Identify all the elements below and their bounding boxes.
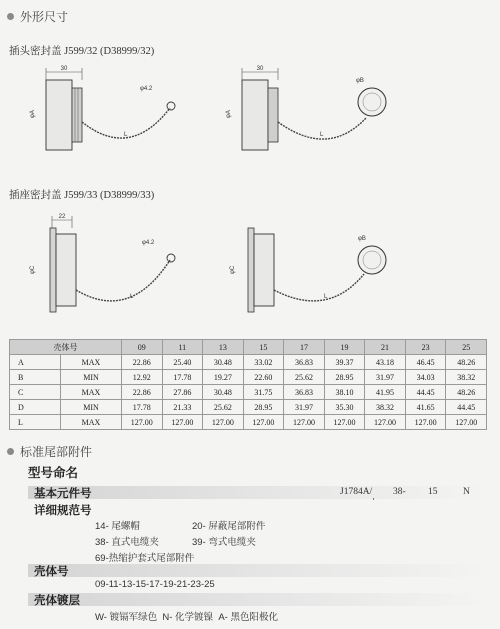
- table-row: [10, 415, 487, 430]
- naming-title: 型号命名: [28, 466, 79, 480]
- table-row: [10, 385, 487, 400]
- column-header: 21: [365, 340, 406, 355]
- table-cell: 31.75: [243, 385, 284, 400]
- table-cell: 127.00: [243, 415, 284, 430]
- table-cell: 35.30: [324, 400, 365, 415]
- phi-c-label: φC: [30, 265, 36, 274]
- table-cell: 33.02: [243, 355, 284, 370]
- bullet-icon: [7, 13, 14, 20]
- phi-a-label: φA: [30, 110, 36, 118]
- bullet-icon: [7, 448, 14, 455]
- table-cell: 34.03: [405, 370, 446, 385]
- table-cell: 127.00: [122, 415, 163, 430]
- table-cell: 25.40: [162, 355, 203, 370]
- table-cell: 22.86: [122, 355, 163, 370]
- plug-cap-drawing: [20, 60, 200, 170]
- table-cell: 38.32: [446, 370, 487, 385]
- table-cell: 25.62: [284, 370, 325, 385]
- column-header: 13: [203, 340, 244, 355]
- receptacle-cap-drawing: [20, 210, 200, 325]
- section-header-dimensions: [7, 8, 68, 25]
- table-cell: 12.92: [122, 370, 163, 385]
- table-cell: 28.95: [324, 370, 365, 385]
- table-cell: 44.45: [446, 400, 487, 415]
- table-cell: 127.00: [365, 415, 406, 430]
- table-cell: 31.97: [284, 400, 325, 415]
- column-header: 25: [446, 340, 487, 355]
- length-l-label: L: [324, 294, 328, 300]
- table-cell: 25.62: [203, 400, 244, 415]
- table-cell: 38.10: [324, 385, 365, 400]
- length-l-label: L: [130, 294, 134, 300]
- row-label: D: [10, 400, 61, 415]
- table-row: [10, 400, 487, 415]
- code-connector: [373, 498, 474, 500]
- row-label: A: [10, 355, 61, 370]
- table-corner-header: 壳体号: [10, 340, 122, 355]
- table-header-row: [10, 340, 487, 355]
- phi-b-label: φB: [356, 78, 364, 84]
- receptacle-caption: 插座密封盖 J599/33 (D38999/33): [9, 190, 155, 201]
- table-cell: 22.60: [243, 370, 284, 385]
- table-row: [10, 370, 487, 385]
- table-cell: 127.00: [324, 415, 365, 430]
- receptacle-cap-drawing-alt: [218, 210, 398, 325]
- table-cell: 30.48: [203, 355, 244, 370]
- table-cell: 39.37: [324, 355, 365, 370]
- row-label: B: [10, 370, 61, 385]
- table-cell: 41.65: [405, 400, 446, 415]
- column-header: 11: [162, 340, 203, 355]
- length-label: 30: [60, 66, 68, 72]
- table-cell: 36.83: [284, 385, 325, 400]
- basic-part-label: 基本元件号: [34, 488, 92, 500]
- phi-a-label: φA: [226, 110, 232, 118]
- plating-values: W- 镀镉军绿色 N- 化学镀镍 A- 黑色阳极化: [95, 612, 278, 623]
- section-title: 外形尺寸: [20, 10, 69, 24]
- section-header-accessories: [7, 443, 92, 460]
- option-20: 20- 屏蔽尾部附件: [192, 521, 266, 532]
- table-cell: 127.00: [284, 415, 325, 430]
- plug-caption: 插头密封盖 J599/32 (D38999/32): [9, 46, 155, 57]
- option-38: 38- 直式电缆夹: [95, 537, 159, 548]
- option-69: 69-热缩护套式尾部附件: [95, 553, 195, 564]
- table-cell: 41.95: [365, 385, 406, 400]
- shell-size-label: 壳体号: [34, 566, 69, 578]
- section-title: 标准尾部附件: [20, 445, 93, 459]
- table-cell: 43.18: [365, 355, 406, 370]
- table-cell: 38.32: [365, 400, 406, 415]
- option-39: 39- 弯式电缆夹: [192, 537, 256, 548]
- table-cell: 127.00: [162, 415, 203, 430]
- table-cell: 127.00: [203, 415, 244, 430]
- table-cell: 127.00: [446, 415, 487, 430]
- detail-spec-label: 详细规范号: [34, 505, 92, 517]
- table-row: [10, 355, 487, 370]
- table-cell: 27.86: [162, 385, 203, 400]
- table-cell: 17.78: [162, 370, 203, 385]
- option-14: 14- 尾螺帽: [95, 521, 140, 532]
- table-cell: 30.48: [203, 385, 244, 400]
- hole-diameter-label: φ4.2: [142, 240, 155, 246]
- length-label: 22: [58, 214, 66, 220]
- plug-cap-drawing-alt: [218, 60, 398, 170]
- row-label: C: [10, 385, 61, 400]
- table-cell: 17.78: [122, 400, 163, 415]
- row-label: L: [10, 415, 61, 430]
- code-plating: N: [463, 487, 470, 497]
- column-header: 17: [284, 340, 325, 355]
- table-cell: 19.27: [203, 370, 244, 385]
- table-cell: 21.33: [162, 400, 203, 415]
- phi-b-label: φB: [358, 236, 366, 242]
- table-cell: 22.86: [122, 385, 163, 400]
- table-cell: 48.26: [446, 355, 487, 370]
- dimension-table: [9, 339, 487, 430]
- column-header: 09: [122, 340, 163, 355]
- length-label: 30: [256, 66, 264, 72]
- table-cell: 36.83: [284, 355, 325, 370]
- hole-diameter-label: φ4.2: [140, 86, 153, 92]
- column-header: 19: [324, 340, 365, 355]
- row-kind: MIN: [61, 400, 122, 415]
- row-kind: MAX: [61, 355, 122, 370]
- table-cell: 28.95: [243, 400, 284, 415]
- plating-label: 壳体镀层: [34, 595, 80, 607]
- table-cell: 48.26: [446, 385, 487, 400]
- table-cell: 31.97: [365, 370, 406, 385]
- length-l-label: L: [320, 132, 324, 138]
- column-header: 23: [405, 340, 446, 355]
- code-spec: 38-: [393, 487, 406, 497]
- shell-size-values: 09-11-13-15-17-19-21-23-25: [95, 579, 215, 590]
- phi-c-label: φC: [230, 265, 236, 274]
- shell-size-bar: [28, 564, 490, 577]
- row-kind: MIN: [61, 370, 122, 385]
- column-header: 15: [243, 340, 284, 355]
- table-cell: 46.45: [405, 355, 446, 370]
- table-cell: 44.45: [405, 385, 446, 400]
- code-shell: 15: [428, 487, 438, 497]
- row-kind: MAX: [61, 385, 122, 400]
- row-kind: MAX: [61, 415, 122, 430]
- length-l-label: L: [124, 132, 128, 138]
- table-cell: 127.00: [405, 415, 446, 430]
- plating-bar: [28, 593, 490, 606]
- code-base: J1784A/: [340, 487, 373, 497]
